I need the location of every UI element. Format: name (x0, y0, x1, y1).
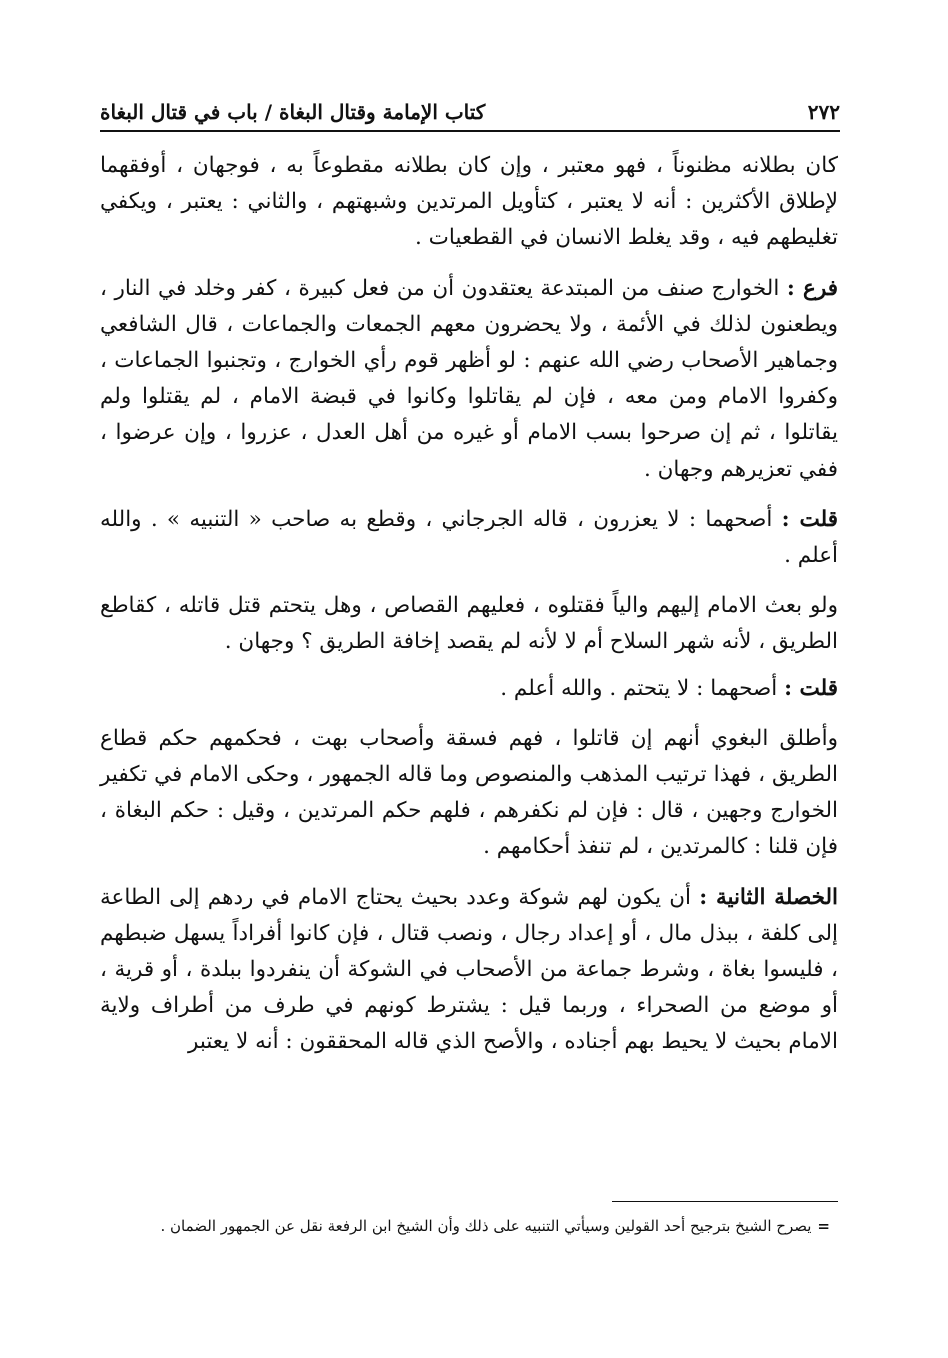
page-number: ٢٧٢ (807, 100, 840, 124)
paragraph-lead: فرع : (786, 275, 838, 301)
paragraph-text: وأطلق البغوي أنهم إن قاتلوا ، فهم فسقة وأصحاب بهت ، فحكمهم حكم قطاع الطريق ، فهذا ترتيب المذهب والمنصوص وما قاله الجمهور ، وحكى الامام في تكفير الخوارج وجهين ، قال : فإن لم نكفرهم ، فلهم حكم المرتدين ، وقيل : حكم البغاة ، فإن قلنا : كالمرتدين ، لم تنفذ أحكامهم . (100, 725, 838, 860)
paragraph-lead: قلت : (781, 506, 838, 532)
header-rule (100, 130, 840, 132)
paragraph-1 (100, 148, 838, 257)
footnote-text: يصرح الشيخ بترجيح أحد القولين وسيأتي التنبيه على ذلك وأن الشيخ ابن الرفعة نقل عن الجمهور الضمان . (160, 1217, 812, 1235)
paragraph-wali (100, 588, 838, 660)
paragraph-far-khawarij (100, 271, 838, 488)
paragraph-text: ولو بعث الامام إليهم والياً فقتلوه ، فعليهم القصاص ، وهل يتحتم قتل قاتله ، كقاطع الطريق ، لأنه شهر السلاح أم لا لأنه لم يقصد إخافة الطريق ؟ وجهان . (100, 593, 838, 655)
running-header (100, 92, 840, 124)
paragraph-text: كان بطلانه مظنوناً ، فهو معتبر ، وإن كان بطلانه مقطوعاً به ، فوجهان ، أوفقهما لإطلاق الأكثرين : أنه لا يعتبر ، كتأويل المرتدين وشبهتهم ، والثاني : يعتبر ، ويكفي تغليطهم فيه ، وقد يغلط الانسان في القطعيات . (100, 153, 838, 251)
paragraph-qultu-2 (100, 671, 838, 707)
footnote-continuation-mark: = (817, 1217, 830, 1235)
paragraph-text: أن يكون لهم شوكة وعدد بحيث يحتاج الامام في ردهم إلى الطاعة إلى كلفة ، ببذل مال ، أو إعداد رجال ، ونصب قتال ، فإن كانوا أفراداً يسهل ضبطهم ، فليسوا بغاة ، وشرط جماعة من الأصحاب في الشوكة أن ينفردوا ببلدة ، أو قرية ، أو موضع من الصحراء ، وربما قيل : يشترط كونهم في طرف من أطراف ولاية الامام بحيث لا يحيط بهم أجناده ، والأصح الذي قاله المحققون : أنه لا يعتبر (100, 884, 838, 1055)
running-title: كتاب الإمامة وقتال البغاة / باب في قتال البغاة (100, 100, 486, 124)
paragraph-baghawi (100, 721, 838, 866)
paragraph-text: الخوارج صنف من المبتدعة يعتقدون أن من فعل كبيرة ، كفر وخلد في النار ، ويطعنون لذلك في الأئمة ، ولا يحضرون معهم الجمعات والجماعات ، قال الشافعي وجماهير الأصحاب رضي الله عنهم : لو أظهر قوم رأي الخوارج ، وتجنبوا الجماعات ، وكفروا الامام ومن معه ، فإن لم يقاتلوا وكانوا في قبضة الامام ، لم يقتلوا ولم يقاتلوا ، ثم إن صرحوا بسب الامام أو غيره من أهل العدل ، عزروا ، وإن عرضوا ، ففي تعزيرهم وجهان . (100, 275, 838, 482)
footnote-rule (612, 1201, 838, 1202)
paragraph-lead: قلت : (784, 675, 838, 701)
footnote (100, 1214, 830, 1239)
paragraph-second-trait (100, 880, 838, 1061)
paragraph-text: أصحهما : لا يتحتم . والله أعلم . (500, 675, 778, 701)
paragraph-qultu-1 (100, 502, 838, 574)
paragraph-lead: الخصلة الثانية : (699, 884, 838, 910)
paragraph-text: أصحهما : لا يعزرون ، قاله الجرجاني ، وقطع به صاحب « التنبيه » . والله أعلم . (100, 506, 838, 569)
body-text (100, 148, 838, 1061)
